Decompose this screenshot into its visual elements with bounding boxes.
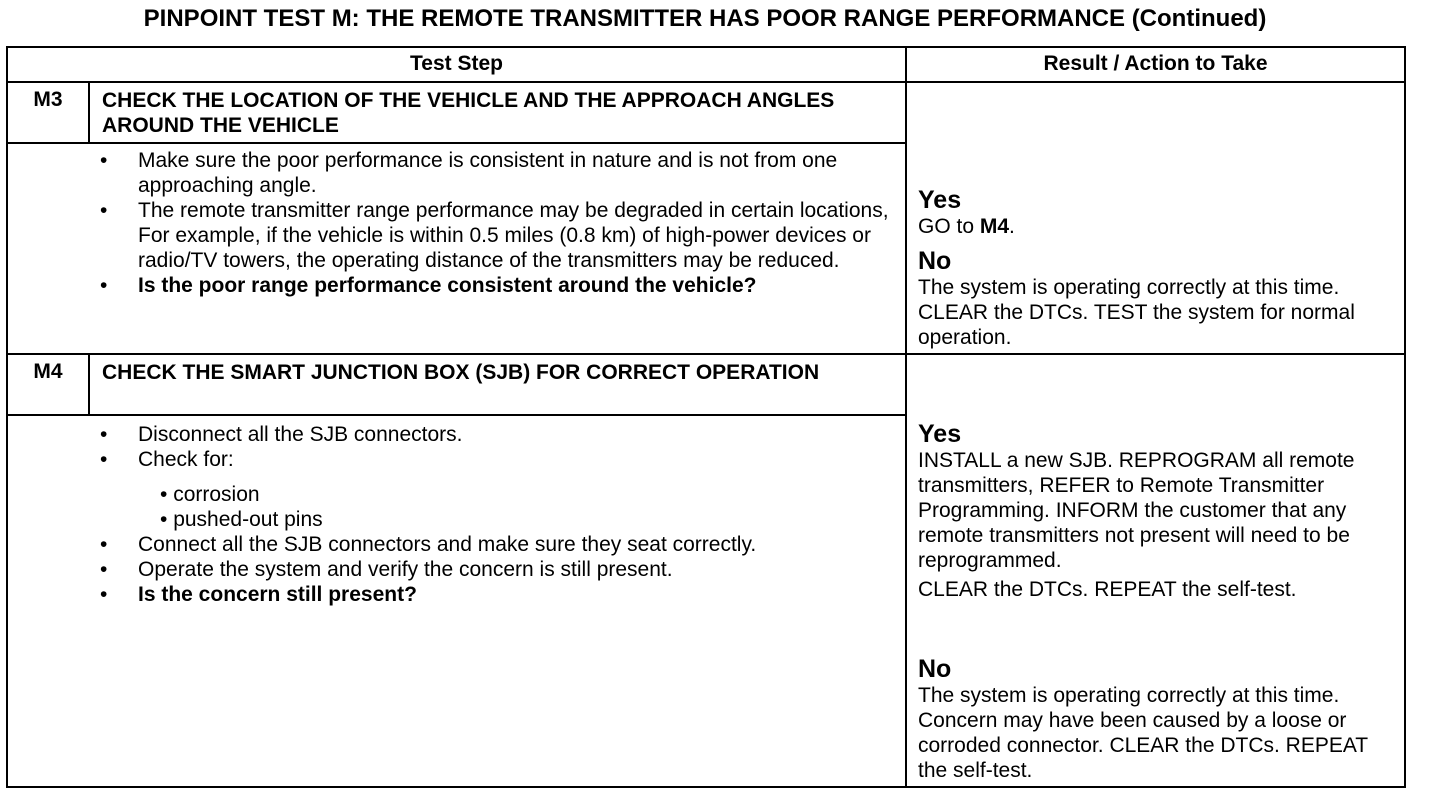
no-action: The system is operating correctly at this time. CLEAR the DTCs. TEST the system for normal operation. [918,276,1355,349]
list-item: • Make sure the poor performance is consistent in nature and is not from one approaching angle. [100,149,838,197]
no-action: The system is operating correctly at this time. Concern may have been caused by a loose or corroded connector. CLEAR the DTCs. REPEAT the self-test. [918,684,1368,782]
step-title-m3: CHECK THE LOCATION OF THE VEHICLE AND THE APPROACH ANGLES AROUND THE VEHICLE [102,89,835,137]
result-m3-yes [918,186,1403,239]
bullet: • [100,199,108,222]
result-m4-no [918,655,1403,783]
bullet: • [100,558,108,581]
page-title: PINPOINT TEST M: THE REMOTE TRANSMITTER HAS POOR RANGE PERFORMANCE (Continued) [143,5,1267,32]
yes-action: GO to M4. [918,215,1015,238]
step-title-m4: CHECK THE SMART JUNCTION BOX (SJB) FOR CORRECT OPERATION [102,361,820,384]
sub-list [160,482,900,532]
bullet: • [100,423,108,446]
list-item-question: • Is the poor range performance consistent around the vehicle? [100,274,757,297]
yes-action-2: CLEAR the DTCs. REPEAT the self-test. [918,578,1297,601]
list-item: • The remote transmitter range performance may be degraded in certain locations, For example, if the vehicle is within 0.5 miles (0.8 km) of high-power devices or radio/TV towers, the operating distance of the transmitters may be reduced. [100,199,889,272]
yes-label: Yes [918,420,962,448]
result-m3-no [918,247,1403,350]
list-item-question: • Is the concern still present? [100,583,417,606]
m4-title-divider [6,414,906,416]
list-item: • Connect all the SJB connectors and make sure they seat correctly. [100,533,757,556]
step-id-m4: M4 [33,360,63,383]
bullet: • [100,274,108,297]
step-m3-instructions [100,148,900,298]
sub-list-item: • corrosion [160,483,260,506]
list-item: • Check for: • corrosion • pushed-out pins [100,447,900,532]
sub-list-item: • pushed-out pins [160,508,323,531]
bullet: • [100,149,108,172]
bullet: • [100,583,108,606]
column-header-result: Result / Action to Take [1043,52,1268,75]
bullet: • [100,533,108,556]
m3-title-divider [6,142,906,144]
header-divider [6,81,1406,83]
list-item: • Disconnect all the SJB connectors. [100,423,463,446]
m3-row-divider [6,353,1406,355]
column-divider [905,46,907,788]
no-label: No [918,655,952,683]
result-m4-yes [918,420,1403,602]
step-m4-instructions [100,422,900,607]
yes-action: INSTALL a new SJB. REPROGRAM all remote transmitters, REFER to Remote Transmitter Programming. INFORM the customer that any remote transmitters not present will need to be reprogrammed. [918,449,1355,572]
column-header-test-step: Test Step [410,52,503,75]
step-id-m3: M3 [33,88,63,111]
yes-label: Yes [918,186,962,214]
m4-id-divider [88,354,90,416]
list-item: • Operate the system and verify the concern is still present. [100,558,673,581]
bullet: • [100,448,108,471]
m3-id-divider [88,82,90,144]
no-label: No [918,247,952,275]
